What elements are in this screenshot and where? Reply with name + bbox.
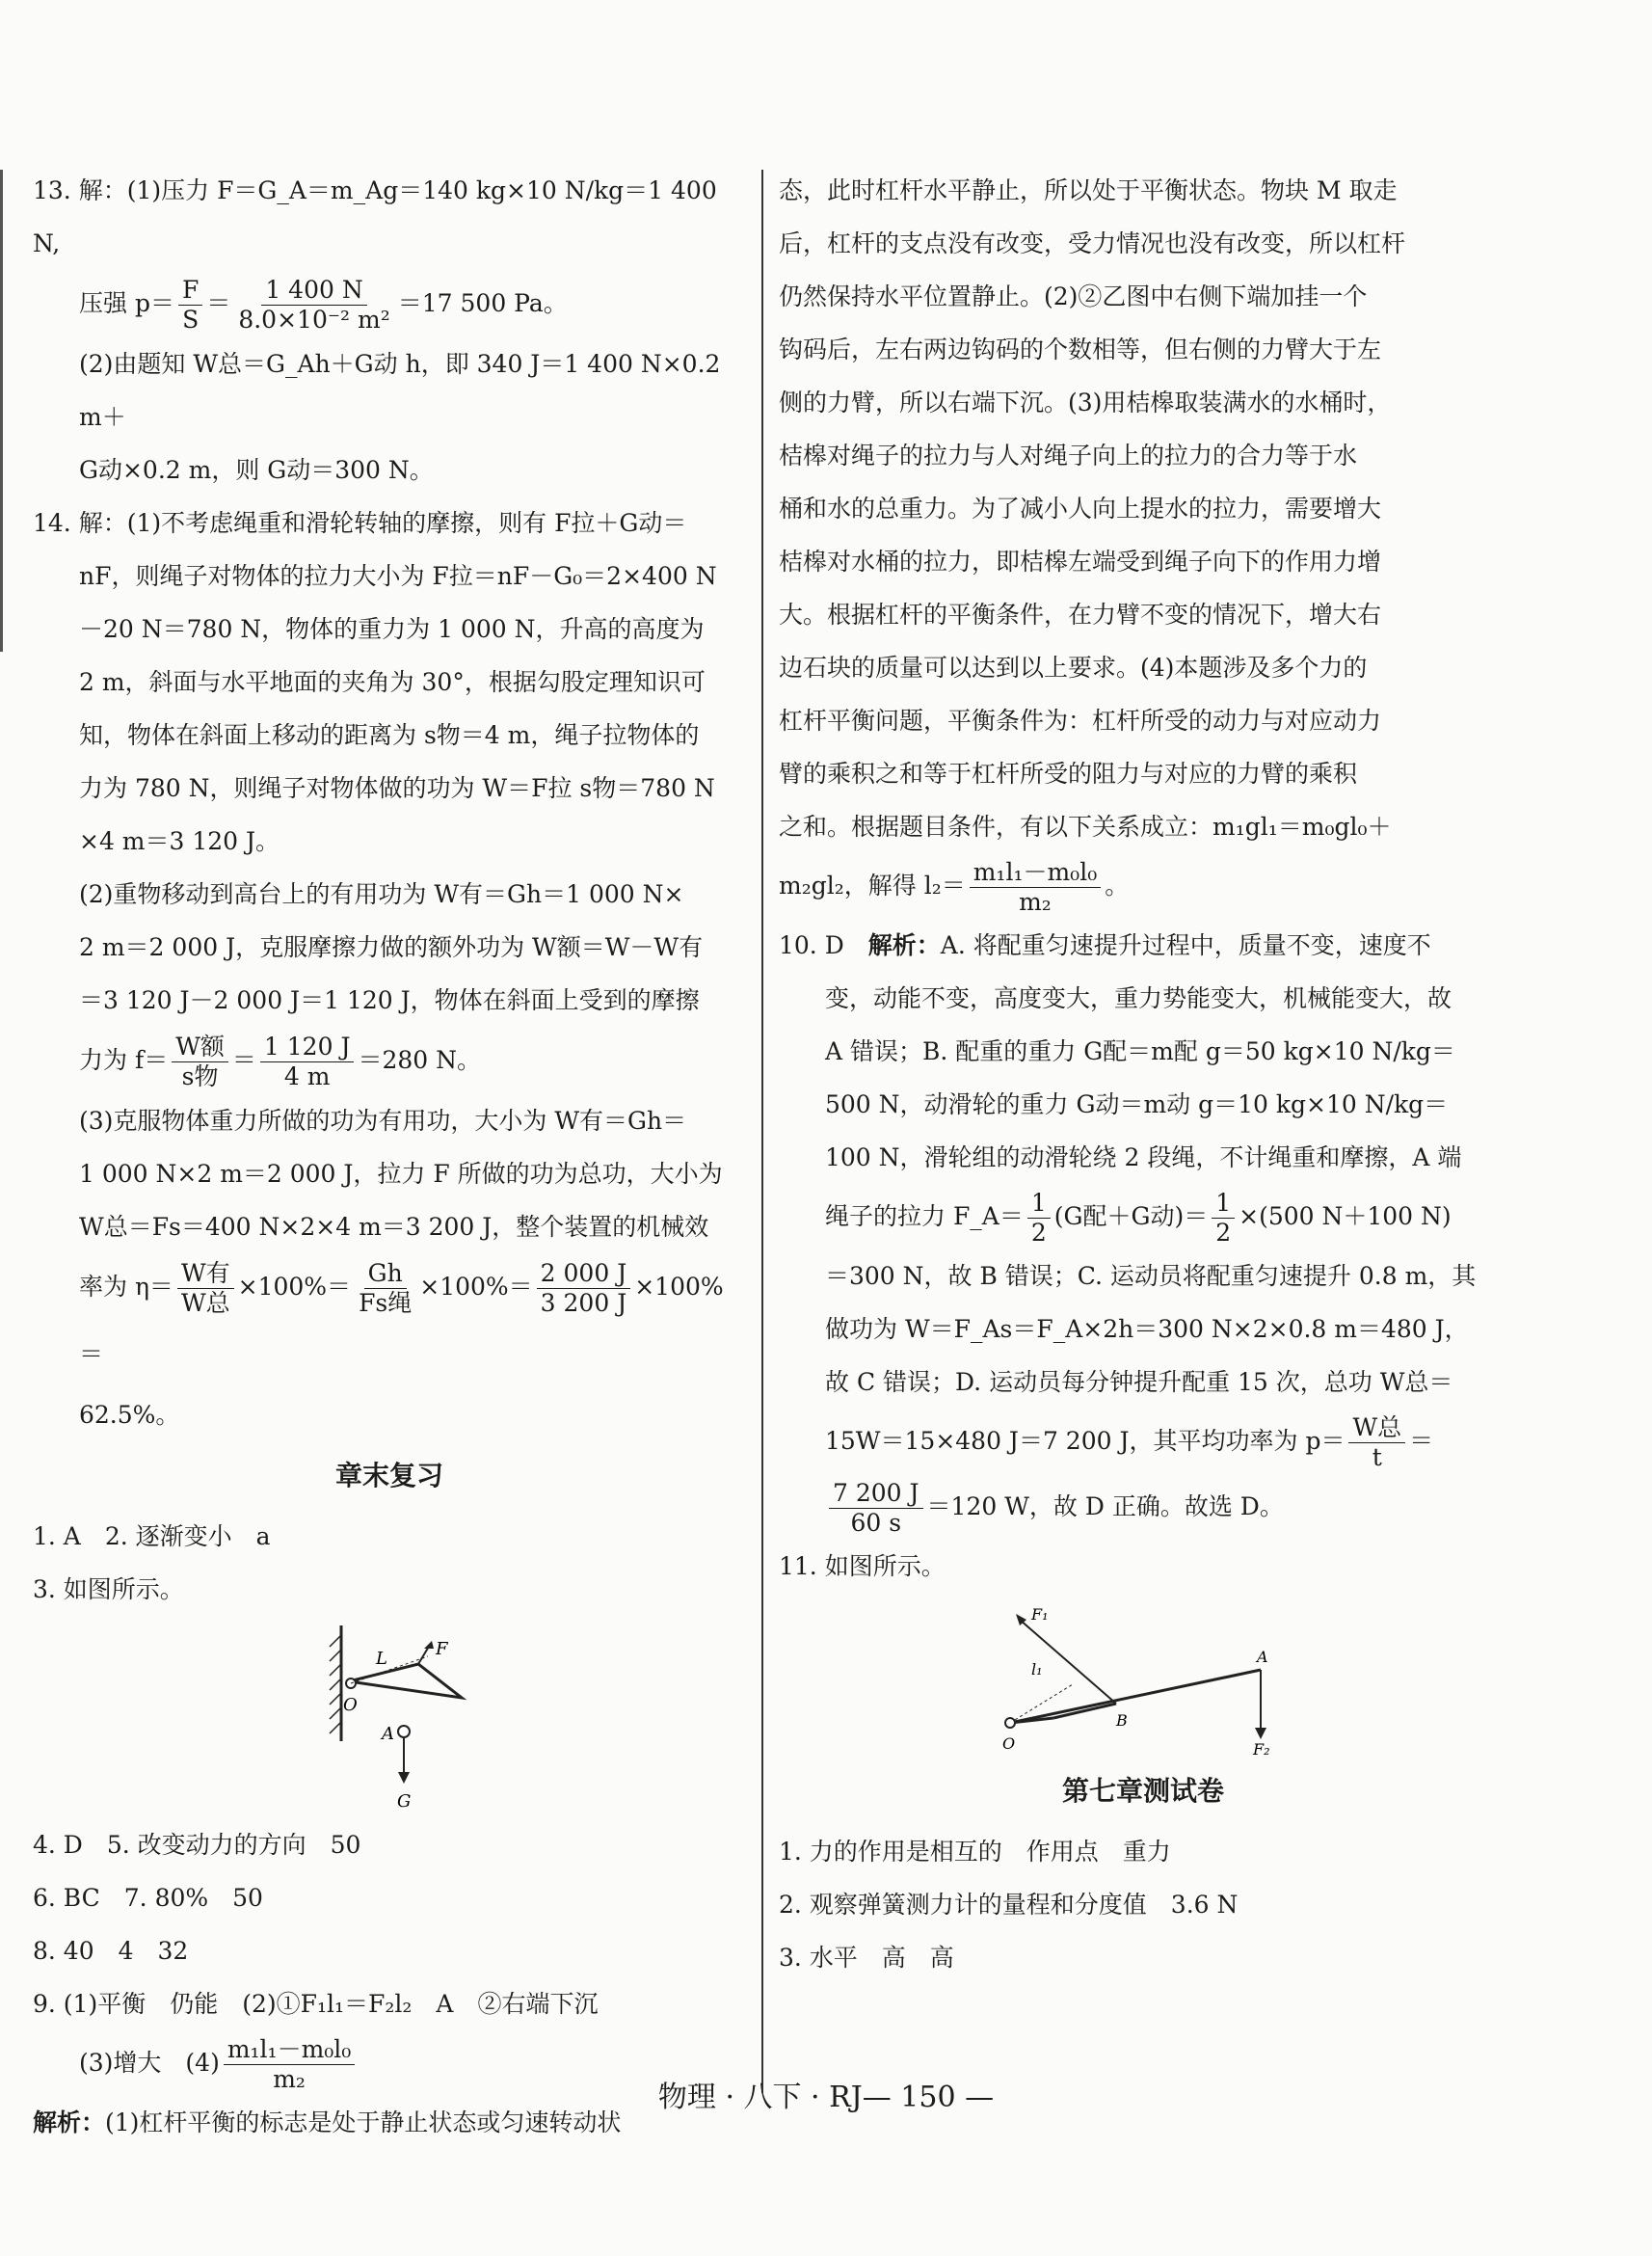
q14-line2: nF，则绳子对物体的拉力大小为 F拉＝nF－G₀＝2×400 N bbox=[79, 562, 717, 590]
fig3-label-A: A bbox=[382, 1724, 394, 1744]
q9-cont-line4: 钩码后，左右两边钩码的个数相等，但右侧的力臂大于左 bbox=[779, 336, 1382, 363]
fig11-label-A: A bbox=[1257, 1648, 1268, 1666]
left-column bbox=[33, 164, 746, 2149]
q10-line10: 15W＝15×480 J＝7 200 J，其平均功率为 p＝ $\frac{\text{W总}}{t}$ ＝ bbox=[825, 1413, 1434, 1471]
q10-line3: A 错误；B. 配重的重力 G配＝m配 g＝50 kg×10 N/kg＝ bbox=[825, 1037, 1455, 1065]
q14-line1: 14. 解：(1)不考虑绳重和滑轮转轴的摩擦，则有 F拉＋G动＝ bbox=[33, 509, 687, 537]
q9-cont-line1: 态，此时杠杆水平静止，所以处于平衡状态。物块 M 取走 bbox=[779, 176, 1398, 204]
q10-line6: 绳子的拉力 F_A＝ $\frac{1}{2}$ (G配＋G动)＝ $\frac{1}{2}$ ×(500 N＋100 N) bbox=[825, 1189, 1452, 1247]
binding-margin-line bbox=[0, 170, 3, 652]
test-line1: 1. 力的作用是相互的 作用点 重力 bbox=[779, 1838, 1171, 1866]
fig3-label-L: L bbox=[376, 1649, 387, 1669]
review-line2: 3. 如图所示。 bbox=[33, 1575, 184, 1603]
q10-line7: ＝300 N，故 B 错误；C. 运动员将配重匀速提升 0.8 m，其 bbox=[825, 1262, 1477, 1290]
column-divider bbox=[761, 170, 763, 2093]
q9-cont-line13: 之和。根据题目条件，有以下关系成立：m₁gl₁＝m₀gl₀＋ bbox=[779, 813, 1392, 841]
review-line6: 6. BC 7. 80% 50 bbox=[33, 1884, 263, 1912]
q10-line11: $\frac{7 200 J}{60 s}$ ＝120 W，故 D 正确。故选 D。 bbox=[779, 1474, 1507, 1540]
test-line3: 3. 水平 高 高 bbox=[779, 1944, 954, 1972]
q13-line4: G动×0.2 m，则 G动＝300 N。 bbox=[79, 456, 434, 484]
review-line8: 8. 40 4 32 bbox=[33, 1937, 189, 1965]
q13-line1: 13. 解：(1)压力 F＝G_A＝m_Ag＝140 kg×10 N/kg＝1 400 N, bbox=[33, 176, 717, 257]
q11-line: 11. 如图所示。 bbox=[779, 1552, 946, 1580]
heading-chapter7-test: 第七章测试卷 bbox=[1061, 1775, 1224, 1807]
q14-line7: ×4 m＝3 120 J。 bbox=[79, 827, 280, 855]
q9-cont-line11: 杠杆平衡问题，平衡条件为：杠杆所受的动力与对应动力 bbox=[779, 707, 1382, 735]
q9-cont-line2: 后，杠杆的支点没有改变，受力情况也没有改变，所以杠杆 bbox=[779, 229, 1406, 257]
q13-line2: 压强 p＝ $\frac{F}{S}$ ＝ $\frac{1 400 N}{\text{8.0×10⁻² m²}}$ ＝17 500 Pa。 bbox=[79, 276, 568, 334]
q14-line16: 62.5%。 bbox=[79, 1401, 180, 1429]
fig11-label-l1: l₁ bbox=[1031, 1660, 1043, 1679]
q14-line3: －20 N＝780 N，物体的重力为 1 000 N，升高的高度为 bbox=[79, 615, 705, 643]
fig11-label-F2: F₂ bbox=[1253, 1740, 1270, 1757]
q14-line13: 1 000 N×2 m＝2 000 J，拉力 F 所做的功为总功，大小为 bbox=[79, 1160, 723, 1188]
q14-line10: ＝3 120 J－2 000 J＝1 120 J，物体在斜面上受到的摩擦 bbox=[79, 986, 700, 1014]
figure-lever-forces bbox=[779, 1593, 1507, 1757]
q9-cont-line14: m₂gl₂，解得 l₂＝ $\frac{\text{m₁l₁－m₀l₀}}{\text{m₂}}$ 。 bbox=[779, 858, 1130, 916]
review-analysis: 解析：(1)杠杆平衡的标志是处于静止状态或匀速转动状 bbox=[33, 2108, 622, 2136]
review-line9: 9. (1)平衡 仍能 (2)①F₁l₁＝F₂l₂ A ②右端下沉 bbox=[33, 1990, 599, 2018]
q14-line9: 2 m＝2 000 J，克服摩擦力做的额外功为 W额＝W－W有 bbox=[79, 933, 704, 961]
q9-cont-line3: 仍然保持水平位置静止。(2)②乙图中右侧下端加挂一个 bbox=[779, 282, 1368, 310]
page-footer: 物理 · 八下 · RJ— 150 — bbox=[657, 2081, 995, 2114]
review-line1: 1. A 2. 逐渐变小 a bbox=[33, 1522, 271, 1550]
q9-cont-line5: 侧的力臂，所以右端下沉。(3)用桔槔取装满水的水桶时， bbox=[779, 389, 1392, 416]
q14-line12: (3)克服物体重力所做的功为有用功，大小为 W有＝Gh＝ bbox=[79, 1107, 687, 1135]
lever-forces-diagram bbox=[779, 1593, 1507, 1757]
test-line2: 2. 观察弹簧测力计的量程和分度值 3.6 N bbox=[779, 1891, 1239, 1919]
q14-line11: 力为 f＝ $\frac{\text{W额}}{\text{s物}}$ ＝ $\frac{1 120 J}{4 m}$ ＝280 N。 bbox=[79, 1033, 482, 1090]
q9-cont-line12: 臂的乘积之和等于杠杆所受的阻力与对应的力臂的乘积 bbox=[779, 760, 1358, 788]
q10-line1: 10. D 解析：A. 将配重匀速提升过程中，质量不变，速度不 bbox=[779, 931, 1431, 959]
review-line9-cont: (3)增大 (4) $\frac{\text{m₁l₁－m₀l₀}}{\text{m₂}}$ bbox=[33, 2030, 746, 2096]
figure-lever-wall bbox=[33, 1616, 746, 1818]
q10-line4: 500 N，动滑轮的重力 G动＝m动 g＝10 kg×10 N/kg＝ bbox=[825, 1090, 1449, 1118]
fig11-label-B: B bbox=[1116, 1711, 1128, 1730]
fig3-label-G: G bbox=[397, 1791, 412, 1812]
q14-line15: 率为 η＝ $\frac{\text{W有}}{\text{W总}}$ ×100%＝ $\frac{Gh}{\text{Fs绳}}$ ×100%＝ $\frac{2 000 J}{3 200 J}$ ×100%＝ bbox=[79, 1259, 724, 1368]
q14-line4: 2 m，斜面与水平地面的夹角为 30°，根据勾股定理知识可 bbox=[79, 668, 706, 696]
q14-line6: 力为 780 N，则绳子对物体做的功为 W＝F拉 s物＝780 N bbox=[79, 774, 715, 802]
fig11-label-F1: F₁ bbox=[1031, 1605, 1049, 1624]
q14-line5: 知，物体在斜面上移动的距离为 s物＝4 m，绳子拉物体的 bbox=[79, 721, 700, 749]
q9-cont-line8: 桔槔对水桶的拉力，即桔槔左端受到绳子向下的作用力增 bbox=[779, 548, 1382, 576]
q9-cont-line7: 桶和水的总重力。为了减小人向上提水的拉力，需要增大 bbox=[779, 495, 1382, 523]
review-line4: 4. D 5. 改变动力的方向 50 bbox=[33, 1831, 361, 1859]
q10-line8: 做功为 W＝F_As＝F_A×2h＝300 N×2×0.8 m＝480 J， bbox=[825, 1315, 1469, 1343]
q10-line5: 100 N，滑轮组的动滑轮绕 2 段绳，不计绳重和摩擦，A 端 bbox=[825, 1143, 1462, 1171]
q10-line9: 故 C 错误；D. 运动员每分钟提升配重 15 次，总功 W总＝ bbox=[825, 1368, 1453, 1396]
q13-line3: (2)由题知 W总＝G_Ah＋G动 h，即 340 J＝1 400 N×0.2 m＋ bbox=[79, 350, 721, 431]
q10-line2: 变，动能不变，高度变大，重力势能变大，机械能变大，故 bbox=[825, 984, 1452, 1012]
q9-cont-line9: 大。根据杠杆的平衡条件，在力臂不变的情况下，增大右 bbox=[779, 601, 1382, 629]
q14-line8: (2)重物移动到高台上的有用功为 W有＝Gh＝1 000 N× bbox=[79, 880, 684, 908]
fig11-label-O: O bbox=[1002, 1734, 1016, 1753]
fig3-label-O: O bbox=[343, 1695, 358, 1715]
q9-cont-line10: 边石块的质量可以达到以上要求。(4)本题涉及多个力的 bbox=[779, 654, 1368, 682]
right-column bbox=[779, 164, 1507, 1984]
lever-wall-diagram bbox=[33, 1616, 746, 1818]
fig3-label-F: F bbox=[436, 1639, 448, 1659]
q9-cont-line6: 桔槔对绳子的拉力与人对绳子向上的拉力的合力等于水 bbox=[779, 442, 1358, 470]
q14-line14: W总＝Fs＝400 N×2×4 m＝3 200 J，整个装置的机械效 bbox=[79, 1213, 709, 1241]
heading-chapter-review: 章末复习 bbox=[334, 1460, 443, 1491]
